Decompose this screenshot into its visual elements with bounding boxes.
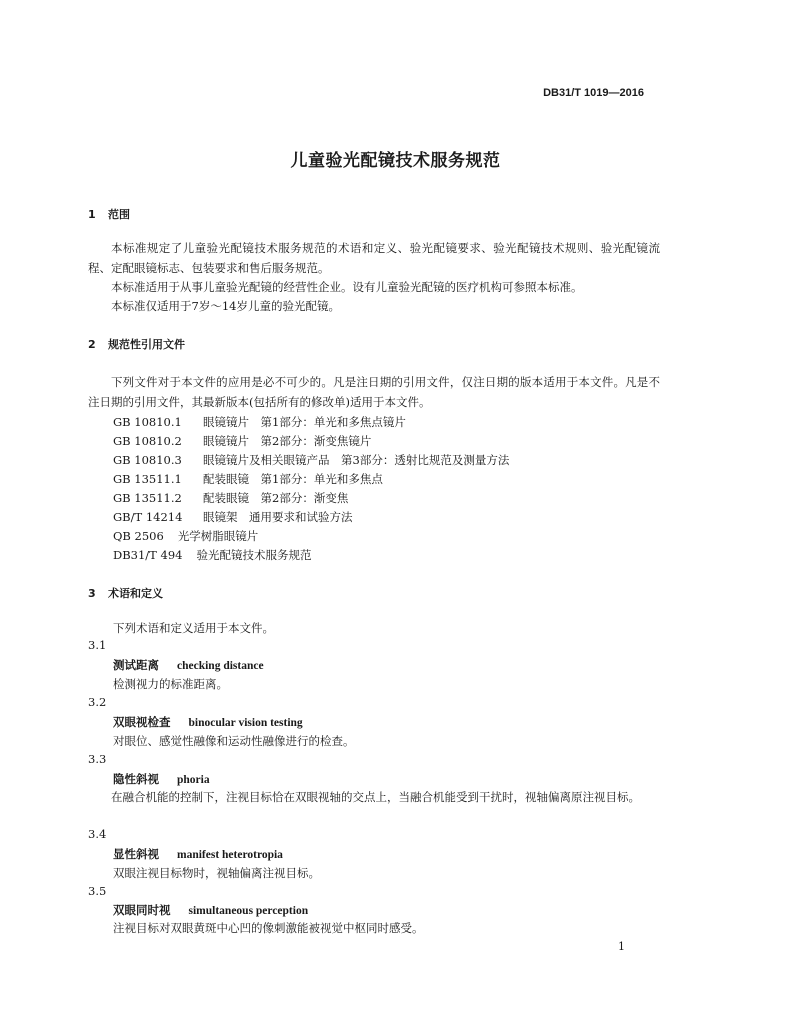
reference-item — [113, 528, 258, 544]
term-definition: 双眼注视目标物时，视轴偏离注视目标。 — [113, 866, 320, 880]
page-number: 1 — [618, 940, 625, 953]
term-number: 3.2 — [88, 695, 107, 709]
reference-code: DB31/T 494 — [113, 548, 183, 562]
reference-item — [113, 471, 383, 487]
document-title: 儿童验光配镜技术服务规范 — [290, 151, 501, 171]
reference-item — [113, 547, 311, 563]
term-definition: 注视目标对双眼黄斑中心凹的像刺激能被视觉中枢同时感受。 — [113, 921, 424, 935]
term-en: simultaneous perception — [188, 905, 309, 917]
section-number: 2 — [88, 338, 96, 351]
reference-title: 眼镜镜片 第1部分：单光和多焦点镜片 — [203, 415, 406, 429]
reference-item — [113, 509, 353, 525]
reference-code: GB 13511.2 — [113, 491, 182, 505]
term-number: 3.4 — [88, 827, 107, 841]
reference-title: 眼镜镜片及相关眼镜产品 第3部分：透射比规范及测量方法 — [203, 453, 510, 467]
reference-code: GB 10810.1 — [113, 415, 182, 429]
reference-item — [113, 433, 371, 449]
section-number: 3 — [88, 587, 96, 600]
term-number: 3.3 — [88, 752, 107, 766]
term-number: 3.1 — [88, 638, 107, 652]
term-heading — [113, 846, 283, 862]
paragraph: 本标准适用于从事儿童验光配镜的经营性企业。设有儿童验光配镜的医疗机构可参照本标准。 — [111, 280, 583, 294]
paragraph: 下列术语和定义适用于本文件。 — [113, 621, 274, 635]
term-heading — [113, 714, 303, 730]
section-title: 规范性引用文件 — [108, 338, 185, 351]
term-en: phoria — [177, 774, 210, 786]
paragraph: 下列文件对于本文件的应用是必不可少的。凡是注日期的引用文件，仅注日期的版本适用于本文件。凡是不注日期的引用文件，其最新版本(包括所有的修改单)适用于本文件。 — [88, 375, 660, 409]
reference-title: 验光配镜技术服务规范 — [196, 548, 312, 562]
reference-code: GB 10810.3 — [113, 453, 182, 467]
reference-code: GB/T 14214 — [113, 510, 183, 524]
reference-item — [113, 490, 348, 506]
paragraph: 本标准规定了儿童验光配镜技术服务规范的术语和定义、验光配镜要求、验光配镜技术规则、验光配镜流程、定配眼镜标志、包装要求和售后服务规范。 — [88, 241, 660, 275]
reference-title: 眼镜镜片 第2部分：渐变焦镜片 — [203, 434, 372, 448]
term-heading — [113, 771, 210, 787]
reference-code: QB 2506 — [113, 529, 164, 543]
term-en: binocular vision testing — [188, 717, 303, 729]
term-zh: 隐性斜视 — [113, 772, 159, 786]
reference-title: 配装眼镜 第1部分：单光和多焦点 — [203, 472, 383, 486]
section-title: 术语和定义 — [108, 587, 163, 600]
term-definition: 在融合机能的控制下，注视目标恰在双眼视轴的交点上，当融合机能受到干扰时，视轴偏离原注视目标。 — [111, 790, 640, 804]
term-heading — [113, 902, 308, 918]
term-en: checking distance — [177, 660, 264, 672]
section-3-heading — [88, 585, 163, 601]
term-zh: 显性斜视 — [113, 847, 159, 861]
term-number: 3.5 — [88, 884, 107, 898]
standard-code: DB31/T 1019—2016 — [543, 87, 644, 99]
term-zh: 双眼同时视 — [113, 903, 171, 917]
term-definition: 对眼位、感觉性融像和运动性融像进行的检查。 — [113, 734, 355, 748]
reference-title: 眼镜架 通用要求和试验方法 — [203, 510, 353, 524]
reference-code: GB 13511.1 — [113, 472, 182, 486]
term-zh: 双眼视检查 — [113, 715, 171, 729]
term-en: manifest heterotropia — [177, 849, 283, 861]
paragraph: 本标准仅适用于7岁～14岁儿童的验光配镜。 — [111, 299, 340, 313]
section-1-heading — [88, 206, 130, 222]
reference-item — [113, 452, 509, 468]
term-zh: 测试距离 — [113, 658, 159, 672]
term-heading — [113, 657, 264, 673]
section-number: 1 — [88, 208, 96, 221]
section-2-heading — [88, 336, 185, 352]
section-title: 范围 — [108, 208, 130, 221]
reference-title: 光学树脂眼镜片 — [177, 529, 259, 543]
reference-item — [113, 414, 406, 430]
reference-code: GB 10810.2 — [113, 434, 182, 448]
reference-title: 配装眼镜 第2部分：渐变焦 — [203, 491, 349, 505]
term-definition: 检测视力的标准距离。 — [113, 677, 228, 691]
